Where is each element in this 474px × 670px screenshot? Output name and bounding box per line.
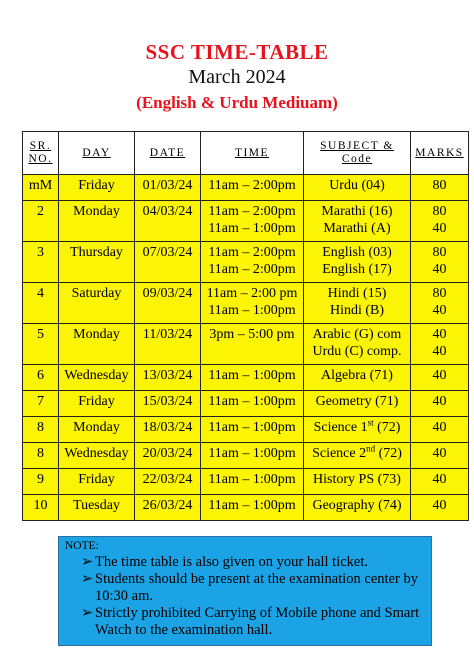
marks-cell-line: 40 <box>432 420 447 435</box>
sr-cell: 4 <box>23 283 59 324</box>
subject-cell <box>304 365 411 391</box>
day-cell: Tuesday <box>59 495 135 521</box>
marks-cell-line: 40 <box>432 368 447 383</box>
time-cell-line: 11am – 2:00pm <box>208 204 296 219</box>
note-text: Students should be present at the examination center by 10:30 am. <box>95 571 418 604</box>
sr-cell: 6 <box>23 365 59 391</box>
note-box <box>58 536 432 646</box>
marks-cell-line: 40 <box>432 262 447 277</box>
table-row <box>23 324 469 365</box>
marks-cell-line: 40 <box>432 221 447 236</box>
time-cell-line: 11am – 2:00pm <box>208 178 296 193</box>
table-row <box>23 283 469 324</box>
subject-cell <box>304 201 411 242</box>
right-arrow-icon: ➢ <box>81 605 94 621</box>
sr-cell: 5 <box>23 324 59 365</box>
note-text: The time table is also given on your hall ticket. <box>95 554 369 570</box>
sr-cell: 7 <box>23 391 59 417</box>
subject-cell-line: English (03) <box>322 245 392 260</box>
date-cell: 15/03/24 <box>135 391 201 417</box>
marks-cell <box>411 495 469 521</box>
time-cell <box>201 365 304 391</box>
marks-cell <box>411 242 469 283</box>
day-cell: Monday <box>59 324 135 365</box>
marks-cell-line: 40 <box>432 472 447 487</box>
time-cell <box>201 391 304 417</box>
subject-cell-line: Geometry (71) <box>315 394 399 409</box>
marks-cell <box>411 469 469 495</box>
subject-cell-line: Geography (74) <box>312 498 402 513</box>
column-header: TIME <box>201 132 304 175</box>
time-cell-line: 11am – 1:00pm <box>208 420 296 435</box>
time-cell-line: 11am – 2:00pm <box>208 245 296 260</box>
date-cell: 01/03/24 <box>135 175 201 201</box>
note-item <box>81 605 425 639</box>
sr-cell: 8 <box>23 417 59 443</box>
time-cell-line: 11am – 2:00 pm <box>206 286 298 301</box>
subject-cell <box>304 391 411 417</box>
date-cell: 18/03/24 <box>135 417 201 443</box>
subject-cell-line: Science 2nd (72) <box>312 443 402 461</box>
marks-cell-line: 40 <box>432 327 447 342</box>
table-row <box>23 365 469 391</box>
marks-cell <box>411 283 469 324</box>
table-row <box>23 391 469 417</box>
time-cell-line: 11am – 1:00pm <box>208 394 296 409</box>
day-cell: Friday <box>59 175 135 201</box>
subject-cell <box>304 175 411 201</box>
time-cell-line: 11am – 1:00pm <box>208 221 296 236</box>
subject-cell <box>304 443 411 469</box>
subject-cell <box>304 417 411 443</box>
time-cell <box>201 495 304 521</box>
marks-cell <box>411 365 469 391</box>
date-cell: 04/03/24 <box>135 201 201 242</box>
right-arrow-icon: ➢ <box>81 554 94 570</box>
marks-cell-line: 80 <box>432 204 447 219</box>
marks-cell-line: 40 <box>432 498 447 513</box>
subject-cell-line: Hindi (15) <box>327 286 387 301</box>
table-row <box>23 417 469 443</box>
marks-cell-line: 80 <box>432 286 447 301</box>
subject-cell <box>304 242 411 283</box>
column-header: SUBJECT & Code <box>304 132 411 175</box>
day-cell: Friday <box>59 391 135 417</box>
day-cell: Saturday <box>59 283 135 324</box>
subject-cell-line: Science 1st (72) <box>313 417 401 435</box>
subject-cell-line: Urdu (04) <box>329 178 385 193</box>
time-cell <box>201 242 304 283</box>
table-header-row <box>23 132 469 175</box>
column-header: SR. NO. <box>23 132 59 175</box>
subject-cell-line: Algebra (71) <box>321 368 393 383</box>
time-cell <box>201 283 304 324</box>
date-cell: 26/03/24 <box>135 495 201 521</box>
time-cell-line: 11am – 1:00pm <box>208 368 296 383</box>
subject-cell-line: Urdu (C) comp. <box>312 344 402 359</box>
subject-cell <box>304 283 411 324</box>
day-cell: Friday <box>59 469 135 495</box>
subject-cell <box>304 324 411 365</box>
subject-cell-line: Arabic (G) com <box>312 327 402 342</box>
time-cell-line: 11am – 1:00pm <box>208 303 296 318</box>
marks-cell-line: 80 <box>432 178 447 193</box>
subject-cell-line: History PS (73) <box>313 472 401 487</box>
table-row <box>23 469 469 495</box>
marks-cell <box>411 324 469 365</box>
table-row <box>23 443 469 469</box>
day-cell: Monday <box>59 417 135 443</box>
sr-cell: 3 <box>23 242 59 283</box>
date-cell: 11/03/24 <box>135 324 201 365</box>
subject-cell <box>304 495 411 521</box>
marks-cell-line: 40 <box>432 446 447 461</box>
sr-cell: 10 <box>23 495 59 521</box>
subject-cell-line: English (17) <box>322 262 392 277</box>
time-cell <box>201 417 304 443</box>
note-label: NOTE: <box>65 540 99 552</box>
subject-cell-line: Marathi (16) <box>321 204 393 219</box>
column-header: DAY <box>59 132 135 175</box>
date-cell: 22/03/24 <box>135 469 201 495</box>
marks-cell-line: 40 <box>432 303 447 318</box>
marks-cell <box>411 175 469 201</box>
time-cell-line: 11am – 1:00pm <box>208 446 296 461</box>
marks-cell <box>411 201 469 242</box>
medium-label: (English & Urdu Mediuam) <box>136 93 338 112</box>
marks-cell-line: 40 <box>432 344 447 359</box>
subject-cell <box>304 469 411 495</box>
time-cell-line: 11am – 1:00pm <box>208 472 296 487</box>
subject-cell-line: Marathi (A) <box>323 221 391 236</box>
marks-cell <box>411 443 469 469</box>
column-header: MARKS <box>411 132 469 175</box>
day-cell: Thursday <box>59 242 135 283</box>
sr-cell: mM <box>23 175 59 201</box>
sr-cell: 8 <box>23 443 59 469</box>
subject-cell-line: Hindi (B) <box>329 303 385 318</box>
marks-cell <box>411 417 469 443</box>
note-item <box>81 554 425 571</box>
page-subtitle: March 2024 <box>188 66 286 88</box>
date-cell: 13/03/24 <box>135 365 201 391</box>
time-cell <box>201 175 304 201</box>
day-cell: Wednesday <box>59 365 135 391</box>
timetable <box>22 131 469 521</box>
time-cell-line: 3pm – 5:00 pm <box>209 327 295 342</box>
marks-cell <box>411 391 469 417</box>
time-cell-line: 11am – 2:00pm <box>208 262 296 277</box>
time-cell-line: 11am – 1:00pm <box>208 498 296 513</box>
note-text: Strictly prohibited Carrying of Mobile phone and Smart Watch to the examination hall. <box>95 605 420 638</box>
date-cell: 09/03/24 <box>135 283 201 324</box>
page-title: SSC TIME-TABLE <box>145 40 329 64</box>
date-cell: 07/03/24 <box>135 242 201 283</box>
sr-cell: 9 <box>23 469 59 495</box>
right-arrow-icon: ➢ <box>81 571 94 587</box>
time-cell <box>201 201 304 242</box>
time-cell <box>201 324 304 365</box>
note-item <box>81 571 425 605</box>
day-cell: Wednesday <box>59 443 135 469</box>
table-row <box>23 495 469 521</box>
table-row <box>23 201 469 242</box>
table-row <box>23 175 469 201</box>
column-header: DATE <box>135 132 201 175</box>
time-cell <box>201 469 304 495</box>
time-cell <box>201 443 304 469</box>
table-row <box>23 242 469 283</box>
date-cell: 20/03/24 <box>135 443 201 469</box>
sr-cell: 2 <box>23 201 59 242</box>
marks-cell-line: 80 <box>432 245 447 260</box>
marks-cell-line: 40 <box>432 394 447 409</box>
day-cell: Monday <box>59 201 135 242</box>
